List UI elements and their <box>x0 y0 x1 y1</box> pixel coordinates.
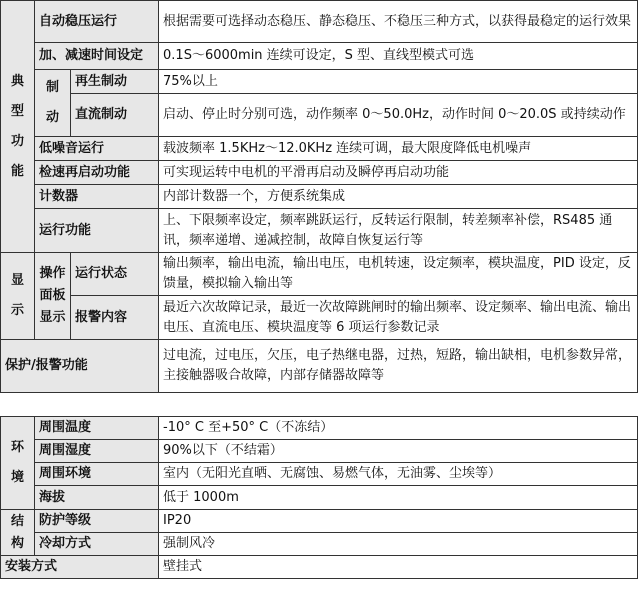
value-run-status: 输出频率，输出电流，输出电压，电机转速，设定频率，模块温度，PID 设定，反馈量，模拟输入输出等 <box>159 253 638 296</box>
table-row <box>1 533 638 556</box>
table-row <box>1 43 638 70</box>
table-row <box>1 440 638 463</box>
group-display <box>1 253 35 340</box>
value-protection: 过电流，过电压，欠压，电子热继电器，过热，短路，输出缺相，电机参数异常，主接触器吸合故障，内部存储器故障等 <box>159 340 638 393</box>
label-run-function: 运行功能 <box>35 209 159 253</box>
value-protection-class: IP20 <box>159 510 638 533</box>
table-row <box>1 137 638 161</box>
table-row <box>1 463 638 486</box>
group-brake: 制动 <box>35 70 71 137</box>
table-row <box>1 94 638 137</box>
table-row <box>1 510 638 533</box>
value-auto-voltage: 根据需要可选择动态稳压、静态稳压、不稳压三种方式，以获得最稳定的运行效果 <box>159 1 638 43</box>
spec-table-lower <box>0 416 638 579</box>
group-structure: 结构 <box>1 510 35 556</box>
table-row <box>1 340 638 393</box>
table-row <box>1 486 638 510</box>
label-mounting: 安装方式 <box>1 556 159 579</box>
label-accel-decel: 加、减速时间设定 <box>35 43 159 70</box>
table-row <box>1 296 638 340</box>
label-protection-class: 防护等级 <box>35 510 159 533</box>
label-ambient-humidity: 周围湿度 <box>35 440 159 463</box>
table-row <box>1 417 638 440</box>
label-dc-brake: 直流制动 <box>71 94 159 137</box>
group-operator-panel: 操作面板显示 <box>35 253 71 340</box>
table-row <box>1 70 638 94</box>
value-accel-decel: 0.1S～6000min 连续可设定，S 型、直线型模式可选 <box>159 43 638 70</box>
table-row <box>1 161 638 185</box>
table-row <box>1 1 638 43</box>
label-speed-restart: 检速再启动功能 <box>35 161 159 185</box>
value-cooling: 强制风冷 <box>159 533 638 556</box>
value-run-function: 上、下限频率设定，频率跳跃运行，反转运行限制，转差频率补偿，RS485 通讯，频率递增、递减控制，故障自恢复运行等 <box>159 209 638 253</box>
group-typical-function: 典型功能 <box>1 1 35 253</box>
table-row <box>1 253 638 296</box>
value-ambient-env: 室内（无阳光直晒、无腐蚀、易燃气体，无油雾、尘埃等） <box>159 463 638 486</box>
value-ambient-humidity: 90%以下（不结霜） <box>159 440 638 463</box>
value-counter: 内部计数器一个，方便系统集成 <box>159 185 638 209</box>
value-mounting: 壁挂式 <box>159 556 638 579</box>
table-row <box>1 209 638 253</box>
value-speed-restart: 可实现运转中电机的平滑再启动及瞬停再启动功能 <box>159 161 638 185</box>
value-ambient-temp: -10° C 至+50° C（不冻结） <box>159 417 638 440</box>
group-environment: 环境 <box>1 417 35 510</box>
label-cooling: 冷却方式 <box>35 533 159 556</box>
label-counter: 计数器 <box>35 185 159 209</box>
label-ambient-env: 周围环境 <box>35 463 159 486</box>
label-alarm: 报警内容 <box>71 296 159 340</box>
label-run-status: 运行状态 <box>71 253 159 296</box>
value-alarm: 最近六次故障记录，最近一次故障跳闸时的输出频率、设定频率、输出电流、输出电压、直流电压、模块温度等 6 项运行参数记录 <box>159 296 638 340</box>
table-row <box>1 556 638 579</box>
label-altitude: 海拔 <box>35 486 159 510</box>
value-dc-brake: 启动、停止时分别可选，动作频率 0～50.0Hz，动作时间 0～20.0S 或持续动作 <box>159 94 638 137</box>
value-low-noise: 载波频率 1.5KHz～12.0KHz 连续可调，最大限度降低电机噪声 <box>159 137 638 161</box>
label-regen-brake: 再生制动 <box>71 70 159 94</box>
label-protection: 保护/报警功能 <box>1 340 159 393</box>
value-altitude: 低于 1000m <box>159 486 638 510</box>
table-row <box>1 185 638 209</box>
value-regen-brake: 75%以上 <box>159 70 638 94</box>
display-group-label: 显示 <box>10 273 24 318</box>
label-ambient-temp: 周围温度 <box>35 417 159 440</box>
label-low-noise: 低噪音运行 <box>35 137 159 161</box>
label-auto-voltage: 自动稳压运行 <box>35 1 159 43</box>
